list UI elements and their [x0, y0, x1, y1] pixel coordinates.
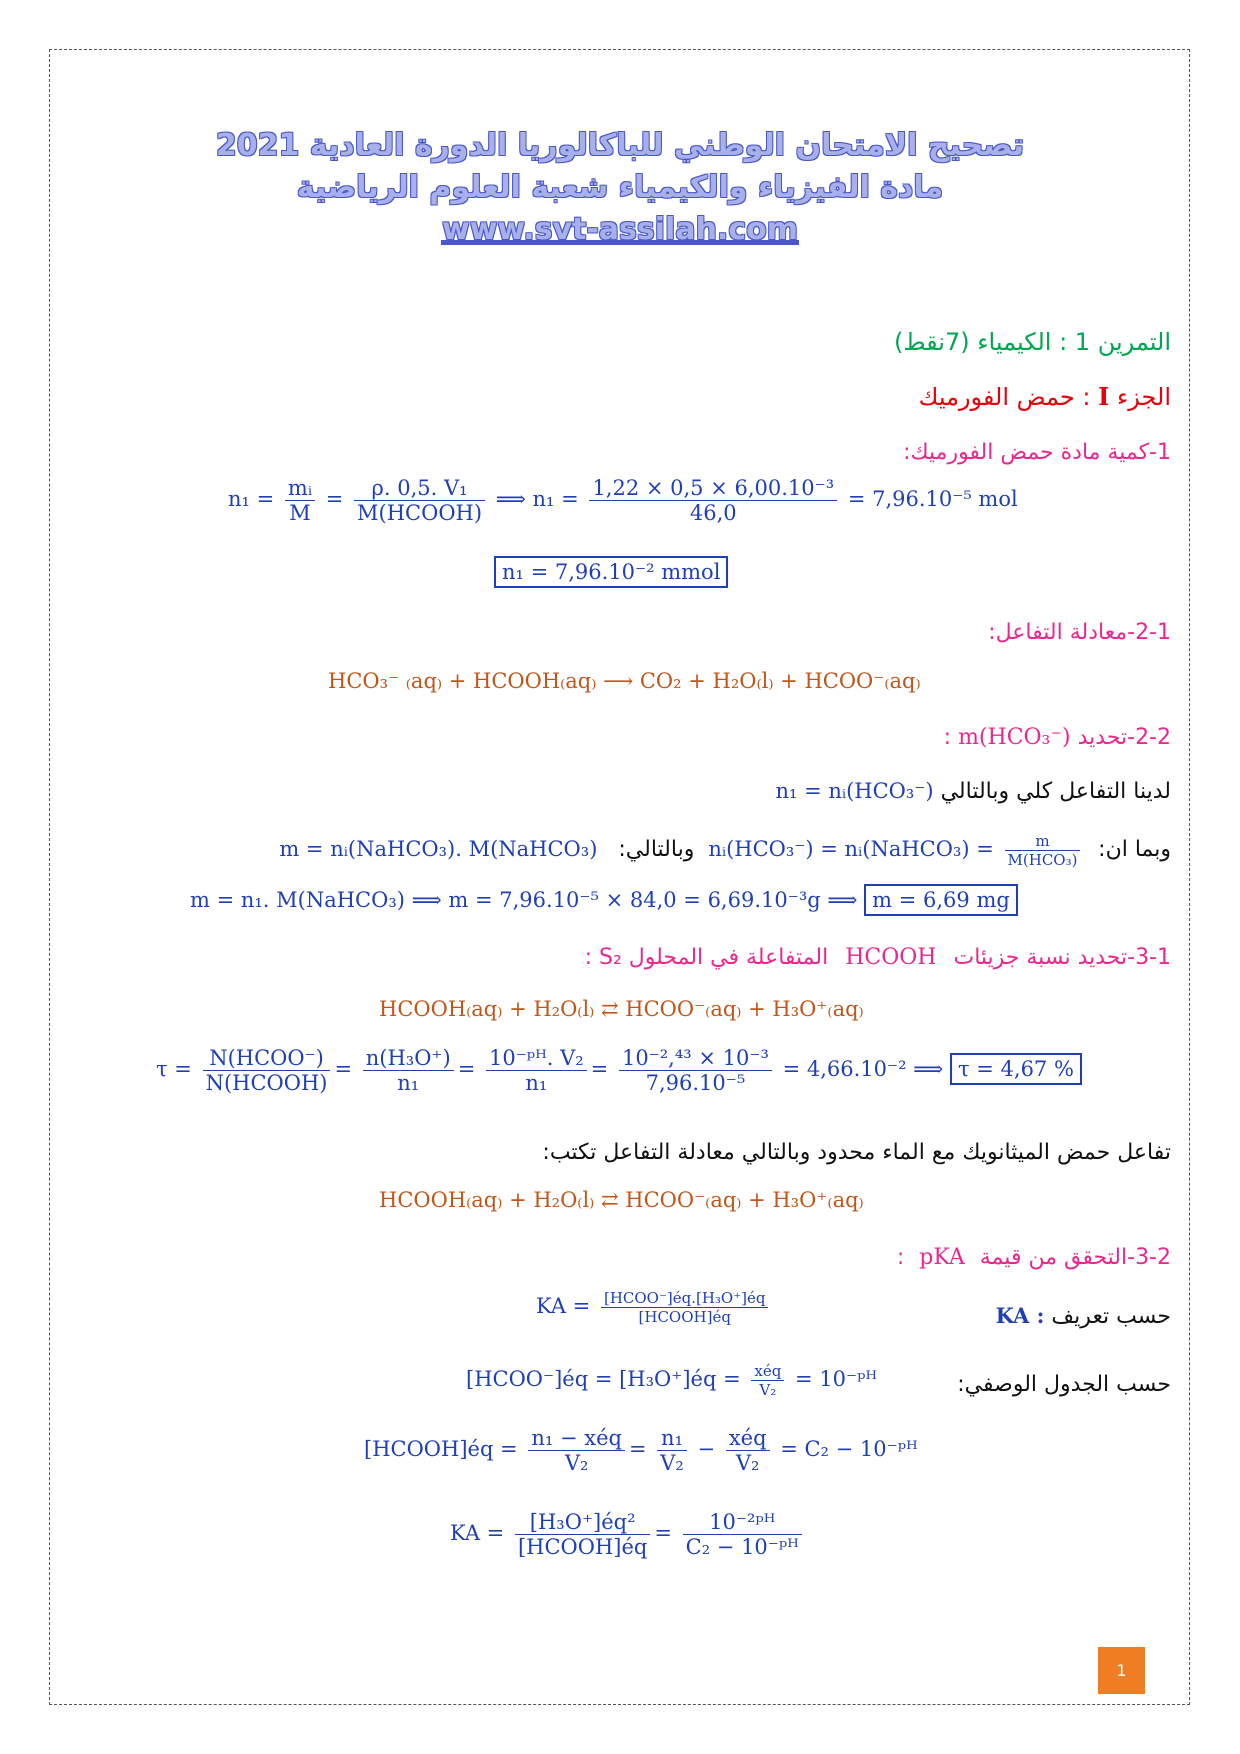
q3-2-table-formula: [HCOO⁻]éq = [H₃O⁺]éq = $\frac{\text{xéq}}{\text{V₂}}$ = 10⁻ᵖᴴ — [466, 1362, 878, 1399]
website-link[interactable]: www.svt-assilah.com — [441, 212, 798, 247]
q2-1-heading: 2-1-معادلة التفاعل: — [988, 620, 1171, 645]
q3-2-ka-definition: KA = $\frac{\text{[HCOO⁻]éq.[H₃O⁺]éq}}{\text{[HCOOH]éq}}$ — [536, 1289, 772, 1326]
q3-2-table-label: حسب الجدول الوصفي: — [957, 1372, 1171, 1397]
q3-2-hcooh-formula: [HCOOH]éq = $\frac{\text{n₁ − xéq}}{\text{V₂}}$ = $\frac{\text{n₁}}{\text{V₂}}$ − $\frac{\text{xéq}}{\text{V₂}}$ = C₂ − 10⁻ᵖᴴ — [364, 1426, 918, 1475]
q2-2-line1: لدينا التفاعل كلي وبالتالي n₁ = nᵢ(HCO₃⁻) — [775, 779, 1171, 804]
q3-1-equation-2: HCOOH₍aq₎ + H₂O₍l₎ ⇄ HCOO⁻₍aq₎ + H₃O⁺₍aq₎ — [379, 1188, 864, 1212]
q3-1-heading: 3-1-تحديد نسبة جزيئات HCOOH المتفاعلة في المحلول S₂ : — [584, 945, 1171, 970]
part-prefix: الجزء — [1117, 383, 1171, 411]
q3-1-tau-formula: τ = $\frac{\text{N(HCOO⁻)}}{\text{N(HCOOH)}}$ = $\frac{\text{n(H₃O⁺)}}{\text{n₁}}$ = $\frac{\text{10⁻ᵖᴴ. V₂}}{\text{n₁}}$ = $\frac{\text{10⁻²,⁴³ × 10⁻³}}{\text{7,96.10⁻⁵}}$ = 4,66.10⁻² ⟹ τ = 4,67 % — [156, 1046, 1082, 1095]
page-number-badge: 1 — [1098, 1647, 1145, 1694]
q1-n1-lhs: n₁ = — [228, 487, 275, 511]
q3-1-equation: HCOOH₍aq₎ + H₂O₍l₎ ⇄ HCOO⁻₍aq₎ + H₃O⁺₍aq₎ — [379, 997, 864, 1021]
q2-2-line2: وبما ان: nᵢ(HCO₃⁻) = nᵢ(NaHCO₃) = $\frac{m}{\text{M(HCO₃)}}$ وبالتالي: m = nᵢ(NaHCO₃). M(NaHCO₃) — [279, 832, 1171, 869]
q3-2-heading: 3-2-التحقق من قيمة pKA : — [896, 1245, 1171, 1270]
q2-1-equation: HCO₃⁻ ₍aq₎ + HCOOH₍aq₎ ⟶ CO₂ + H₂O₍l₎ + HCOO⁻₍aq₎ — [328, 669, 921, 693]
q2-2-heading: 2-2-تحديد m(HCO₃⁻) : — [943, 725, 1171, 750]
exercise-title: التمرين 1 : الكيمياء (7نقط) — [894, 328, 1171, 356]
title-line-2: مادة الفيزياء والكيمياء شعبة العلوم الرياضية — [296, 170, 944, 205]
part-roman: I — [1098, 382, 1110, 411]
q2-2-line2-math-a: nᵢ(HCO₃⁻) = nᵢ(NaHCO₃) = $\frac{m}{\text{M(HCO₃)}}$ — [708, 837, 1091, 861]
q1-frac-calc: $\frac{\text{1,22 × 0,5 × 6,00.10⁻³}}{46,0}$ — [589, 476, 837, 525]
q3-2-def-label: حسب تعريف KA : — [995, 1303, 1171, 1329]
q1-frac-rho: $\frac{\text{ρ. 0,5. V₁}}{\text{M(HCOOH)}}$ — [354, 476, 485, 525]
q1-boxed-result: n₁ = 7,96.10⁻² mmol — [494, 560, 728, 584]
part-name: : حمض الفورميك — [918, 383, 1091, 411]
q1-frac-mi-m: $\frac{\text{mᵢ}}{M}$ — [285, 476, 315, 525]
q1-heading: 1-كمية مادة حمض الفورميك: — [903, 440, 1171, 465]
q3-2-ka-final: KA = $\frac{\text{[H₃O⁺]éq²}}{\text{[HCOOH]éq}}$ = $\frac{\text{10⁻²ᵖᴴ}}{\text{C₂ − 10⁻ᵖᴴ}}$ — [450, 1510, 806, 1559]
q3-1-conclusion: تفاعل حمض الميثانويك مع الماء محدود وبالتالي معادلة التفاعل تكتب: — [542, 1140, 1171, 1165]
q1-formula: n₁ = $\frac{\text{mᵢ}}{M}$ = $\frac{\text{ρ. 0,5. V₁}}{\text{M(HCOOH)}}$ ⟹ n₁ = $\frac{\text{1,22 × 0,5 × 6,00.10⁻³}}{46,0}$ = 7,96.10⁻⁵ mol — [228, 476, 1018, 525]
part-title — [919, 382, 1171, 411]
q2-2-line3: m = n₁. M(NaHCO₃) ⟹ m = 7,96.10⁻⁵ × 84,0 = 6,69.10⁻³g ⟹ m = 6,69 mg — [190, 888, 1018, 912]
title-line-1: تصحيح الامتحان الوطني للباكالوريا الدورة العادية 2021 — [215, 128, 1025, 163]
